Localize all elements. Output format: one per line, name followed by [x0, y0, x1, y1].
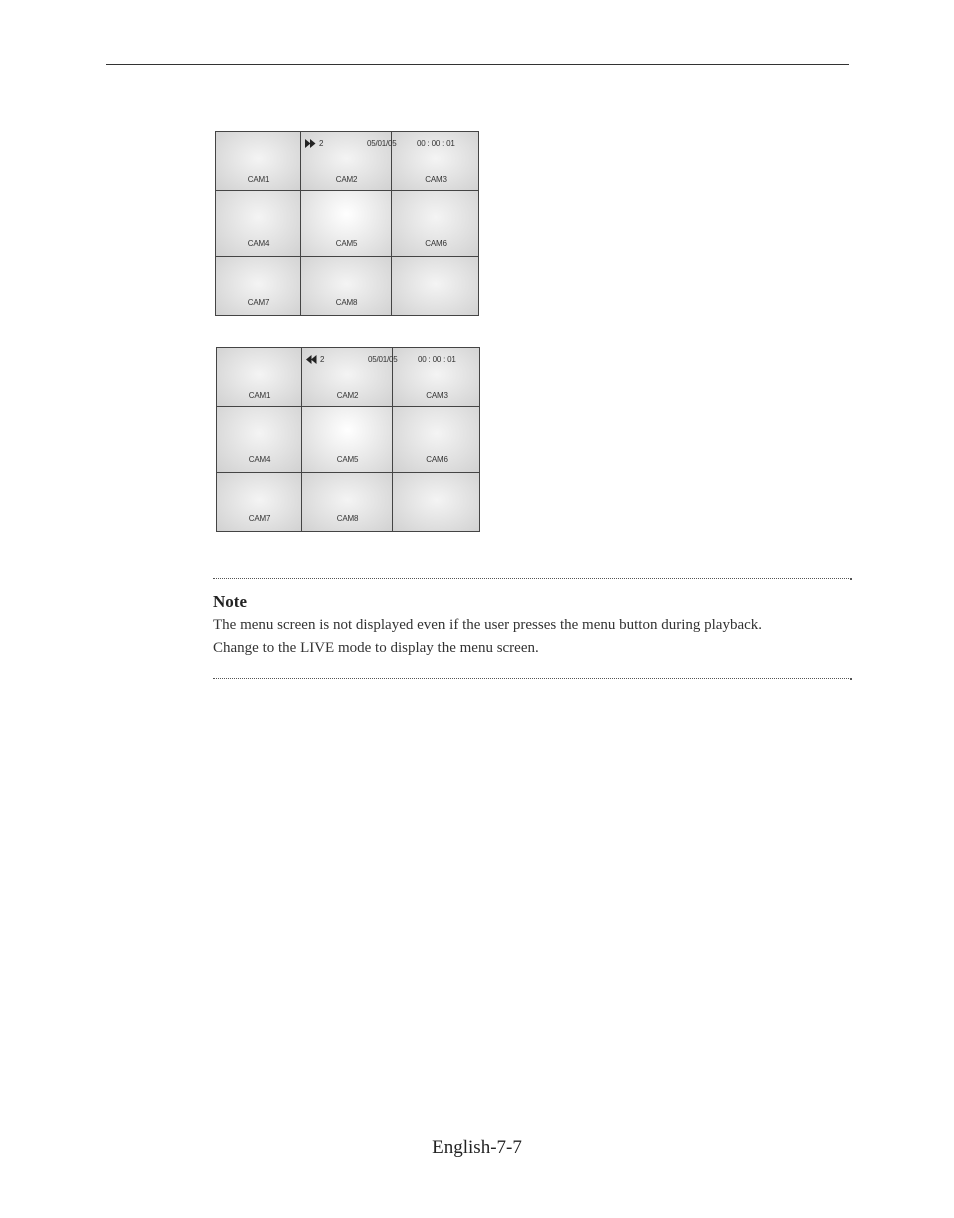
osd-time: 00 : 00 : 01 [418, 355, 456, 364]
cam-cell-8 [301, 257, 392, 316]
cam-cell-4 [216, 191, 301, 257]
cam-label: CAM5 [336, 455, 359, 464]
playback-screen-rewind [216, 347, 480, 532]
cam-cell-5 [302, 407, 393, 473]
cam-label: CAM1 [247, 175, 270, 184]
playback-speed: 2 [320, 355, 325, 364]
grid-divider [391, 132, 392, 316]
top-rule [106, 64, 849, 65]
cam-cell-5 [301, 191, 392, 257]
note-line-2: Change to the LIVE mode to display the menu screen. [213, 640, 539, 656]
osd-speed [306, 355, 324, 364]
cam-label: CAM6 [425, 239, 447, 248]
grid-divider [301, 348, 302, 532]
playback-screen-forward [215, 131, 479, 316]
page-number: English-7-7 [432, 1137, 522, 1158]
fast-forward-icon [305, 139, 316, 148]
cam-label: CAM3 [426, 391, 448, 400]
cam-label: CAM6 [426, 455, 448, 464]
grid-divider [392, 348, 393, 532]
grid-divider [216, 190, 479, 191]
cam-cell-1 [217, 348, 302, 407]
note-title: Note [213, 592, 247, 611]
grid-divider [217, 472, 480, 473]
note-bottom-border [213, 678, 849, 679]
cam-label: CAM2 [336, 391, 359, 400]
grid-divider [217, 406, 480, 407]
grid-divider [300, 132, 301, 316]
cam-label: CAM7 [248, 514, 271, 523]
note-line-1: The menu screen is not displayed even if the user presses the menu button during playback. [213, 617, 763, 633]
cam-cell-1 [216, 132, 301, 191]
cam-cell-4 [217, 407, 302, 473]
cam-label: CAM1 [248, 391, 271, 400]
cam-cell-8 [302, 473, 393, 532]
cam-label: CAM3 [425, 175, 447, 184]
cam-label: CAM8 [335, 298, 358, 307]
cam-label: CAM8 [336, 514, 359, 523]
note-top-border [213, 578, 849, 579]
cam-label: CAM5 [335, 239, 358, 248]
rewind-icon [306, 355, 317, 364]
cam-cell-6 [392, 191, 479, 257]
empty-cell [392, 257, 479, 316]
cam-label: CAM4 [248, 455, 271, 464]
cam-cell-7 [216, 257, 301, 316]
cam-cell-6 [393, 407, 480, 473]
osd-time: 00 : 00 : 01 [417, 139, 455, 148]
osd-speed [305, 139, 323, 148]
cam-label: CAM7 [247, 298, 270, 307]
grid-divider [216, 256, 479, 257]
cam-cell-7 [217, 473, 302, 532]
playback-speed: 2 [319, 139, 324, 148]
osd-date: 05/01/05 [368, 355, 398, 364]
osd-date: 05/01/05 [367, 139, 397, 148]
cam-label: CAM2 [335, 175, 358, 184]
empty-cell [393, 473, 480, 532]
cam-label: CAM4 [247, 239, 270, 248]
